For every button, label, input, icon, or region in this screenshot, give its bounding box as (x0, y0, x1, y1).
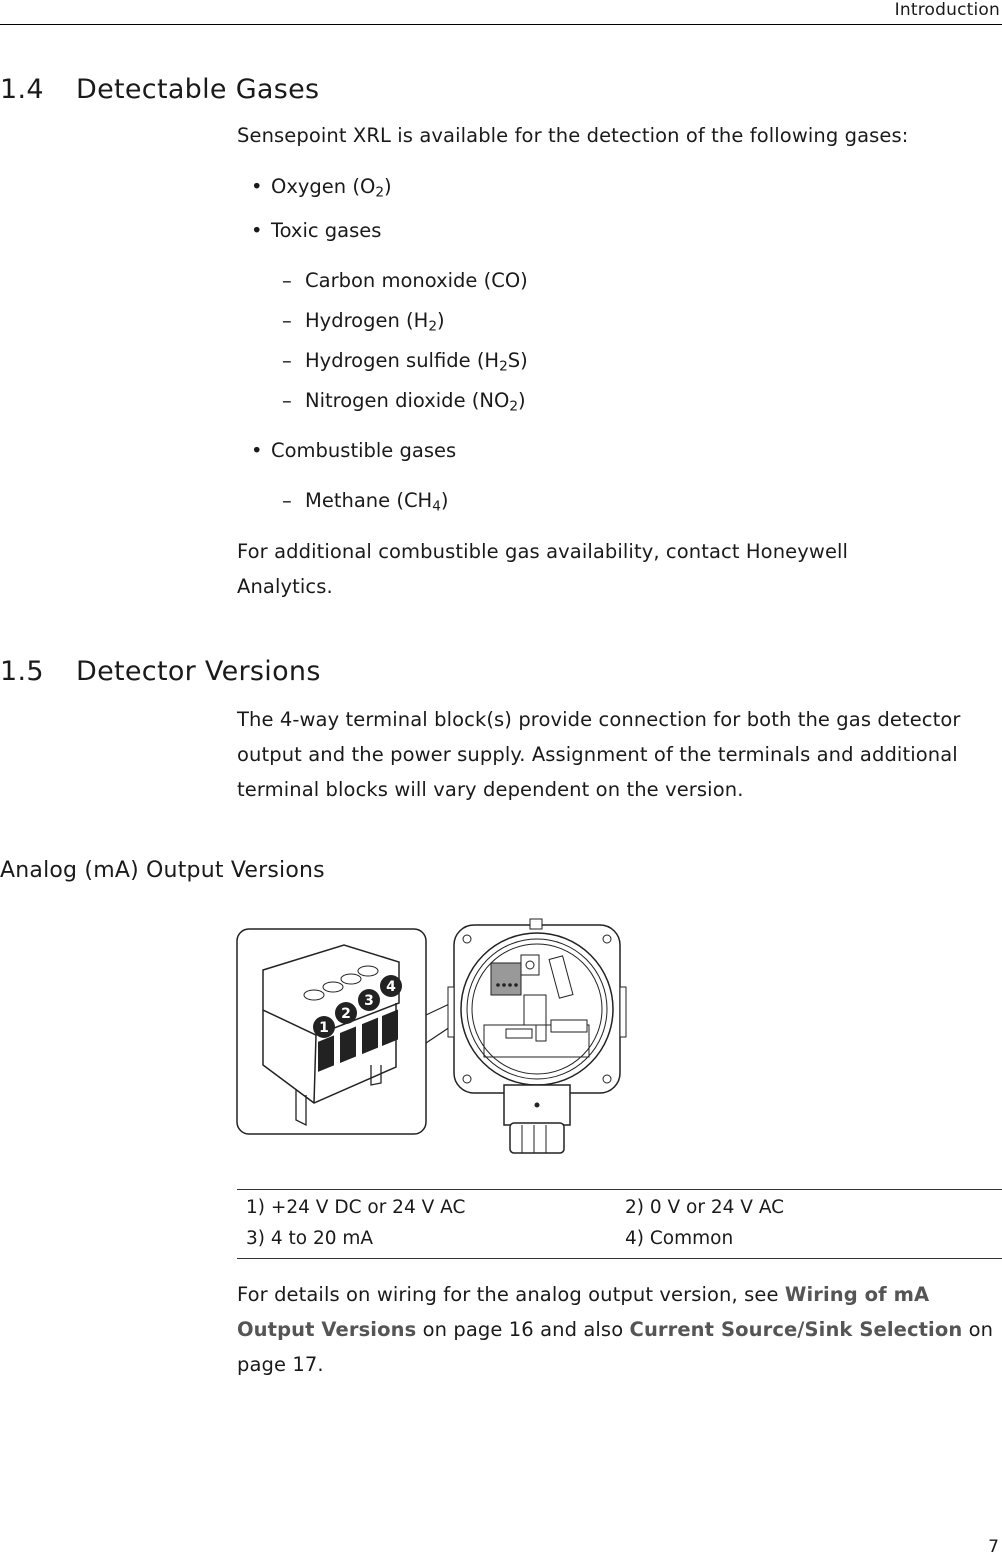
wiring-details-paragraph: For details on wiring for the analog output version, see Wiring of mA Output Versions on page 16 and also Current Source/Sink Selection on page 17. (237, 1283, 994, 1376)
page-number: 7 (988, 1537, 999, 1557)
legend-item-3: 3) 4 to 20 mA (246, 1228, 374, 1249)
analog-heading: Analog (mA) Output Versions (0, 858, 325, 883)
svg-text:2: 2 (341, 1006, 351, 1022)
list-item-methane: – Methane $(CH_4)$ (282, 489, 449, 515)
combustible-note: For additional combustible gas availability, contact Honeywell Analytics. (237, 540, 849, 598)
list-item-oxygen: • Oxygen $(O_2)$ (251, 175, 392, 201)
terminal-4-marker (380, 975, 402, 997)
terminal-legend (237, 1189, 1002, 1259)
svg-text:4: 4 (386, 979, 396, 995)
legend-item-1: 1) +24 V DC or 24 V AC (246, 1197, 466, 1218)
versions-paragraph: The 4-way terminal block(s) provide connection for both the gas detector output and the power supply. Assignment of the terminals and additional terminal blocks will vary dependent on the version. (237, 708, 961, 801)
section-number: 1.5 (0, 656, 44, 687)
intro-paragraph: Sensepoint XRL is available for the detection of the following gases: (237, 124, 909, 147)
terminal-3-marker (358, 989, 380, 1011)
running-head: Introduction (894, 0, 1000, 20)
list-item-carbon-monoxide: – Carbon monoxide (CO) (282, 269, 528, 292)
section-number: 1.4 (0, 74, 44, 105)
legend-item-4: 4) Common (625, 1228, 734, 1249)
legend-item-2: 2) 0 V or 24 V AC (625, 1197, 785, 1218)
svg-text:1: 1 (319, 1020, 329, 1036)
section-heading-1-4 (0, 74, 319, 105)
list-item-nitrogen-dioxide: – Nitrogen dioxide $(NO_2)$ (282, 389, 526, 415)
section-title: Detectable Gases (76, 74, 320, 105)
terminal-1-marker (313, 1016, 335, 1038)
list-item-hydrogen-sulfide: – Hydrogen sulfide $(H_2S)$ (282, 349, 528, 375)
link-wiring-ma-output[interactable]: Wiring of mA Output Versions (237, 1283, 930, 1341)
section-heading-1-5 (0, 656, 321, 687)
terminal-2-marker (335, 1002, 357, 1024)
terminal-block-figure (236, 915, 636, 1160)
list-item-combustible-gases: • Combustible gases (251, 439, 457, 462)
link-current-source-sink[interactable]: Current Source/Sink Selection (629, 1318, 963, 1341)
section-title: Detector Versions (76, 656, 321, 687)
list-item-toxic-gases: • Toxic gases (251, 219, 382, 242)
header-rule (0, 0, 1002, 25)
list-item-hydrogen: – Hydrogen $(H_2)$ (282, 309, 445, 335)
svg-text:3: 3 (364, 993, 374, 1009)
